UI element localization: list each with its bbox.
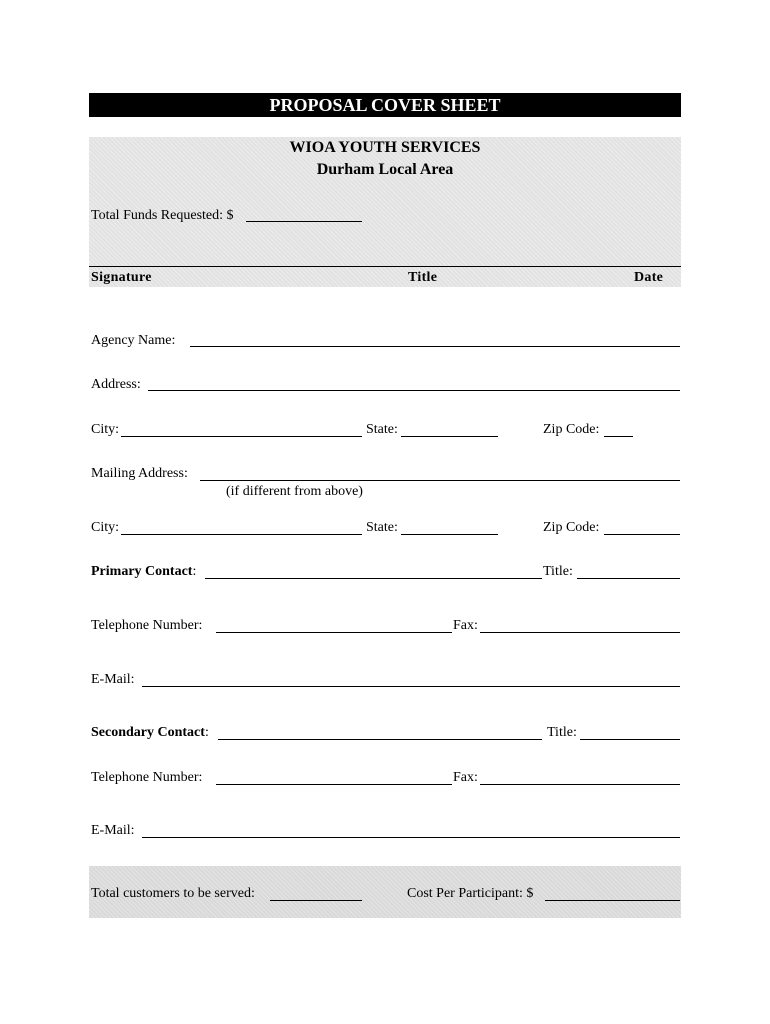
city-field[interactable]	[121, 436, 362, 437]
cost-per-participant-field[interactable]	[545, 900, 680, 901]
area-name: Durham Local Area	[316, 161, 454, 178]
state-field[interactable]	[401, 436, 498, 437]
primary-title-label: Title:	[543, 564, 573, 579]
zip-field[interactable]	[604, 436, 633, 437]
secondary-email-label: E-Mail:	[91, 823, 135, 838]
secondary-fax-field[interactable]	[480, 784, 680, 785]
page-title: PROPOSAL COVER SHEET	[89, 93, 681, 117]
secondary-contact-text: Secondary Contact	[91, 725, 205, 740]
mailing-address-note: (if different from above)	[226, 484, 363, 499]
mailing-address-field[interactable]	[200, 480, 680, 481]
funds-label: Total Funds Requested: $	[91, 208, 234, 223]
secondary-telephone-label: Telephone Number:	[91, 770, 203, 785]
primary-contact-text: Primary Contact	[91, 564, 193, 579]
primary-contact-field[interactable]	[205, 578, 542, 579]
city-label: City:	[91, 422, 120, 437]
funds-field[interactable]	[246, 221, 362, 222]
date-label: Date	[634, 270, 664, 285]
address-label: Address:	[91, 377, 141, 392]
total-customers-label: Total customers to be served:	[91, 886, 255, 901]
primary-fax-field[interactable]	[480, 632, 680, 633]
cost-per-participant-label: Cost Per Participant: $	[407, 886, 534, 901]
signature-label: Signature	[91, 270, 152, 285]
city2-label: City:	[91, 520, 120, 535]
primary-telephone-label: Telephone Number:	[91, 618, 203, 633]
mailing-address-label: Mailing Address:	[91, 466, 188, 481]
state-label: State:	[366, 422, 398, 437]
secondary-contact-label	[91, 725, 209, 741]
secondary-email-field[interactable]	[142, 837, 680, 838]
secondary-title-field[interactable]	[580, 739, 680, 740]
title-label: Title	[408, 270, 438, 285]
state2-label: State:	[366, 520, 398, 535]
total-customers-field[interactable]	[270, 900, 362, 901]
address-field[interactable]	[148, 390, 680, 391]
agency-name-field[interactable]	[190, 346, 680, 347]
primary-email-field[interactable]	[142, 686, 680, 687]
state2-field[interactable]	[401, 534, 498, 535]
secondary-telephone-field[interactable]	[216, 784, 452, 785]
primary-email-label: E-Mail:	[91, 672, 135, 687]
secondary-fax-label: Fax:	[453, 770, 478, 785]
primary-contact-colon: :	[192, 564, 197, 579]
zip2-field[interactable]	[604, 534, 680, 535]
zip-label: Zip Code:	[543, 422, 600, 437]
zip2-label: Zip Code:	[543, 520, 600, 535]
primary-fax-label: Fax:	[453, 618, 478, 633]
primary-contact-label	[91, 564, 196, 580]
primary-title-field[interactable]	[577, 578, 680, 579]
primary-telephone-field[interactable]	[216, 632, 452, 633]
signature-line[interactable]	[89, 266, 681, 267]
secondary-contact-colon: :	[204, 725, 209, 740]
city2-field[interactable]	[121, 534, 362, 535]
program-name: WIOA YOUTH SERVICES	[289, 139, 481, 156]
agency-name-label: Agency Name:	[91, 333, 176, 348]
secondary-title-label: Title:	[547, 725, 577, 740]
secondary-contact-field[interactable]	[218, 739, 542, 740]
